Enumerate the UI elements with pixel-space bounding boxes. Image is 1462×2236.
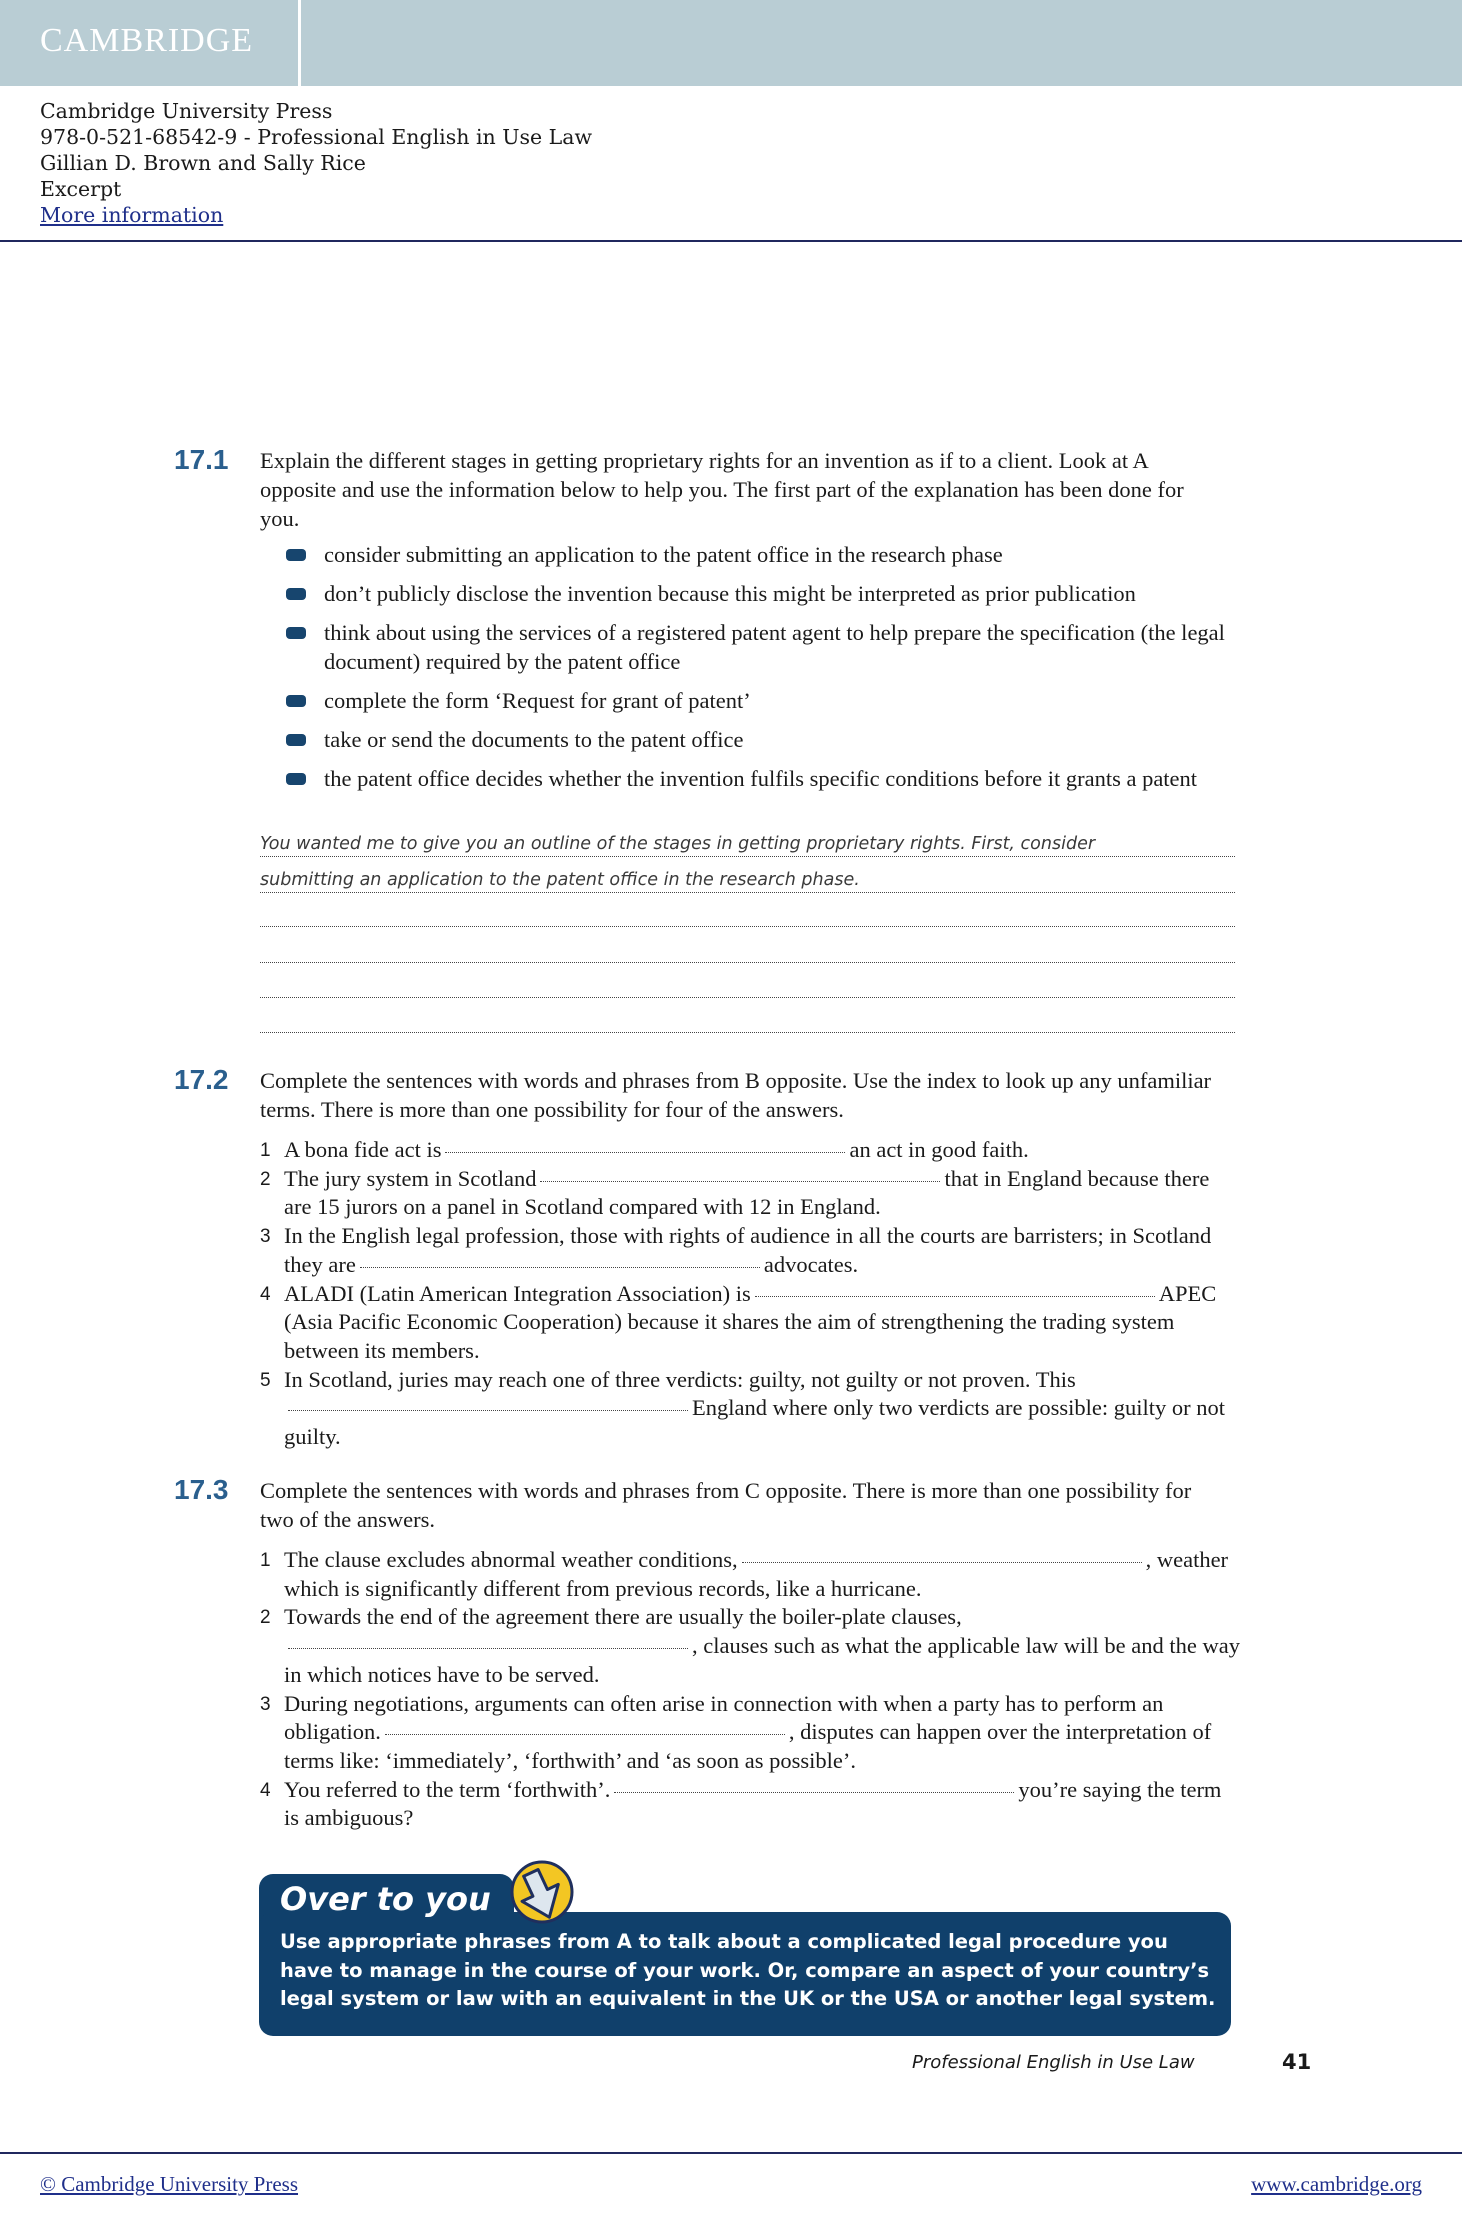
- header-rule: [0, 240, 1462, 242]
- arrow-down-icon: [502, 1852, 582, 1932]
- footer-rule: [0, 2152, 1462, 2154]
- isbn-title: 978-0-521-68542-9 - Professional English in Use Law: [40, 125, 593, 149]
- list-item: 4 ALADI (Latin American Integration Association) is APEC (Asia Pacific Economic Cooperation) because it shares the aim of strengthening the trading system between its members.: [260, 1280, 1217, 1363]
- exercise-17-3: [174, 1474, 1240, 1854]
- exercise-instructions: Complete the sentences with words and phrases from C opposite. There is more than one possibility for two of the answers.: [260, 1478, 1192, 1532]
- list-item: 5 In Scotland, juries may reach one of three verdicts: guilty, not guilty or not proven. ThisEngland where only two verdicts are possible: guilty or not guilty.: [260, 1366, 1226, 1450]
- publisher: Cambridge University Press: [40, 99, 333, 123]
- list-item: consider submitting an application to the patent office in the research phase: [286, 540, 1236, 569]
- bullet-icon: [286, 549, 306, 561]
- list-item: don’t publicly disclose the invention because this might be interpreted as prior publication: [286, 579, 1236, 608]
- list-item: 3 During negotiations, arguments can often arise in connection with when a party has to perform an obligation. , disputes can happen over the interpretation of terms like: ‘immediately’, ‘forthwith’ and ‘as soon as possible’.: [260, 1690, 1212, 1773]
- list-item: the patent office decides whether the invention fulfils specific conditions before it grants a patent: [286, 764, 1236, 793]
- answer-blank[interactable]: [288, 1409, 688, 1411]
- list-item: take or send the documents to the patent office: [286, 725, 1236, 754]
- answer-blank[interactable]: [540, 1180, 940, 1182]
- bullet-icon: [286, 773, 306, 785]
- list-item: 2 Towards the end of the agreement there are usually the boiler-plate clauses,, clauses such as what the applicable law will be and the way in which notices have to be served.: [260, 1604, 1240, 1687]
- answer-example-line-1: You wanted me to give you an outline of the stages in getting proprietary rights. First, consider: [260, 834, 1096, 854]
- list-item: 1 The clause excludes abnormal weather conditions, , weather which is significantly different from previous records, like a hurricane.: [260, 1547, 1229, 1601]
- exercise-instructions: Complete the sentences with words and phrases from B opposite. Use the index to look up any unfamiliar terms. There is more than one possibility for four of the answers.: [260, 1068, 1212, 1122]
- bullet-icon: [286, 734, 306, 746]
- exercise-number: 17.1: [174, 444, 229, 475]
- list-item: think about using the services of a registered patent agent to help prepare the specification (the legal document) required by the patent office: [286, 618, 1236, 676]
- answer-blank[interactable]: [755, 1295, 1155, 1297]
- answer-line[interactable]: [260, 997, 1235, 998]
- exercise-number: 17.3: [174, 1474, 229, 1505]
- website-link[interactable]: www.cambridge.org: [1251, 2172, 1422, 2196]
- bullet-icon: [286, 695, 306, 707]
- answer-line[interactable]: [260, 1032, 1235, 1033]
- bullet-list: [286, 540, 1236, 803]
- answer-blank[interactable]: [288, 1647, 688, 1649]
- header-banner: [0, 0, 1462, 86]
- exercise-number: 17.2: [174, 1064, 229, 1095]
- book-metadata: [40, 98, 592, 228]
- banner-divider: [298, 0, 301, 86]
- more-information-link[interactable]: More information: [40, 203, 224, 227]
- list-item: complete the form ‘Request for grant of patent’: [286, 686, 1236, 715]
- exercise-17-1: [174, 444, 1234, 1044]
- copyright-link[interactable]: © Cambridge University Press: [40, 2172, 299, 2196]
- answer-line[interactable]: [260, 892, 1235, 893]
- answer-blank[interactable]: [614, 1791, 1014, 1793]
- footer-book-title: Professional English in Use Law: [912, 2052, 1195, 2073]
- excerpt-label: Excerpt: [40, 177, 122, 201]
- answer-line[interactable]: [260, 926, 1235, 927]
- answer-blank[interactable]: [385, 1733, 785, 1735]
- answer-blank[interactable]: [360, 1266, 760, 1268]
- exercise-items: [260, 1136, 1240, 1452]
- answer-line[interactable]: [260, 962, 1235, 963]
- page-number: 41: [1282, 2050, 1312, 2074]
- answer-blank[interactable]: [445, 1151, 845, 1153]
- list-item: 3 In the English legal profession, those with rights of audience in all the courts are barristers; in Scotland they are advocates.: [260, 1223, 1212, 1277]
- answer-blank[interactable]: [742, 1561, 1142, 1563]
- list-item: 2 The jury system in Scotland that in England because there are 15 jurors on a panel in Scotland compared with 12 in England.: [260, 1165, 1210, 1220]
- exercise-items: [260, 1546, 1240, 1833]
- list-item: 4 You referred to the term ‘forthwith’. you’re saying the term is ambiguous?: [260, 1776, 1222, 1831]
- over-to-you-text: Use appropriate phrases from A to talk about a complicated legal procedure you have to manage in the course of your work. Or, compare an aspect of your country’s legal system or law with an equivalent in the UK or the USA or another legal system.: [280, 1930, 1216, 2010]
- exercise-17-2: [174, 1064, 1234, 1464]
- bullet-icon: [286, 627, 306, 639]
- cambridge-logo: CAMBRIDGE: [40, 22, 254, 59]
- list-item: 1 A bona fide act is an act in good faith.: [260, 1137, 1029, 1162]
- over-to-you-title: Over to you: [280, 1880, 491, 1918]
- authors: Gillian D. Brown and Sally Rice: [40, 151, 366, 175]
- answer-line[interactable]: [260, 856, 1235, 857]
- answer-example-line-2: submitting an application to the patent office in the research phase.: [260, 870, 860, 890]
- bullet-icon: [286, 588, 306, 600]
- exercise-instructions: Explain the different stages in getting proprietary rights for an invention as if to a client. Look at A opposite and use the information below to help you. The first part of the explanation has been done for you.: [260, 448, 1184, 531]
